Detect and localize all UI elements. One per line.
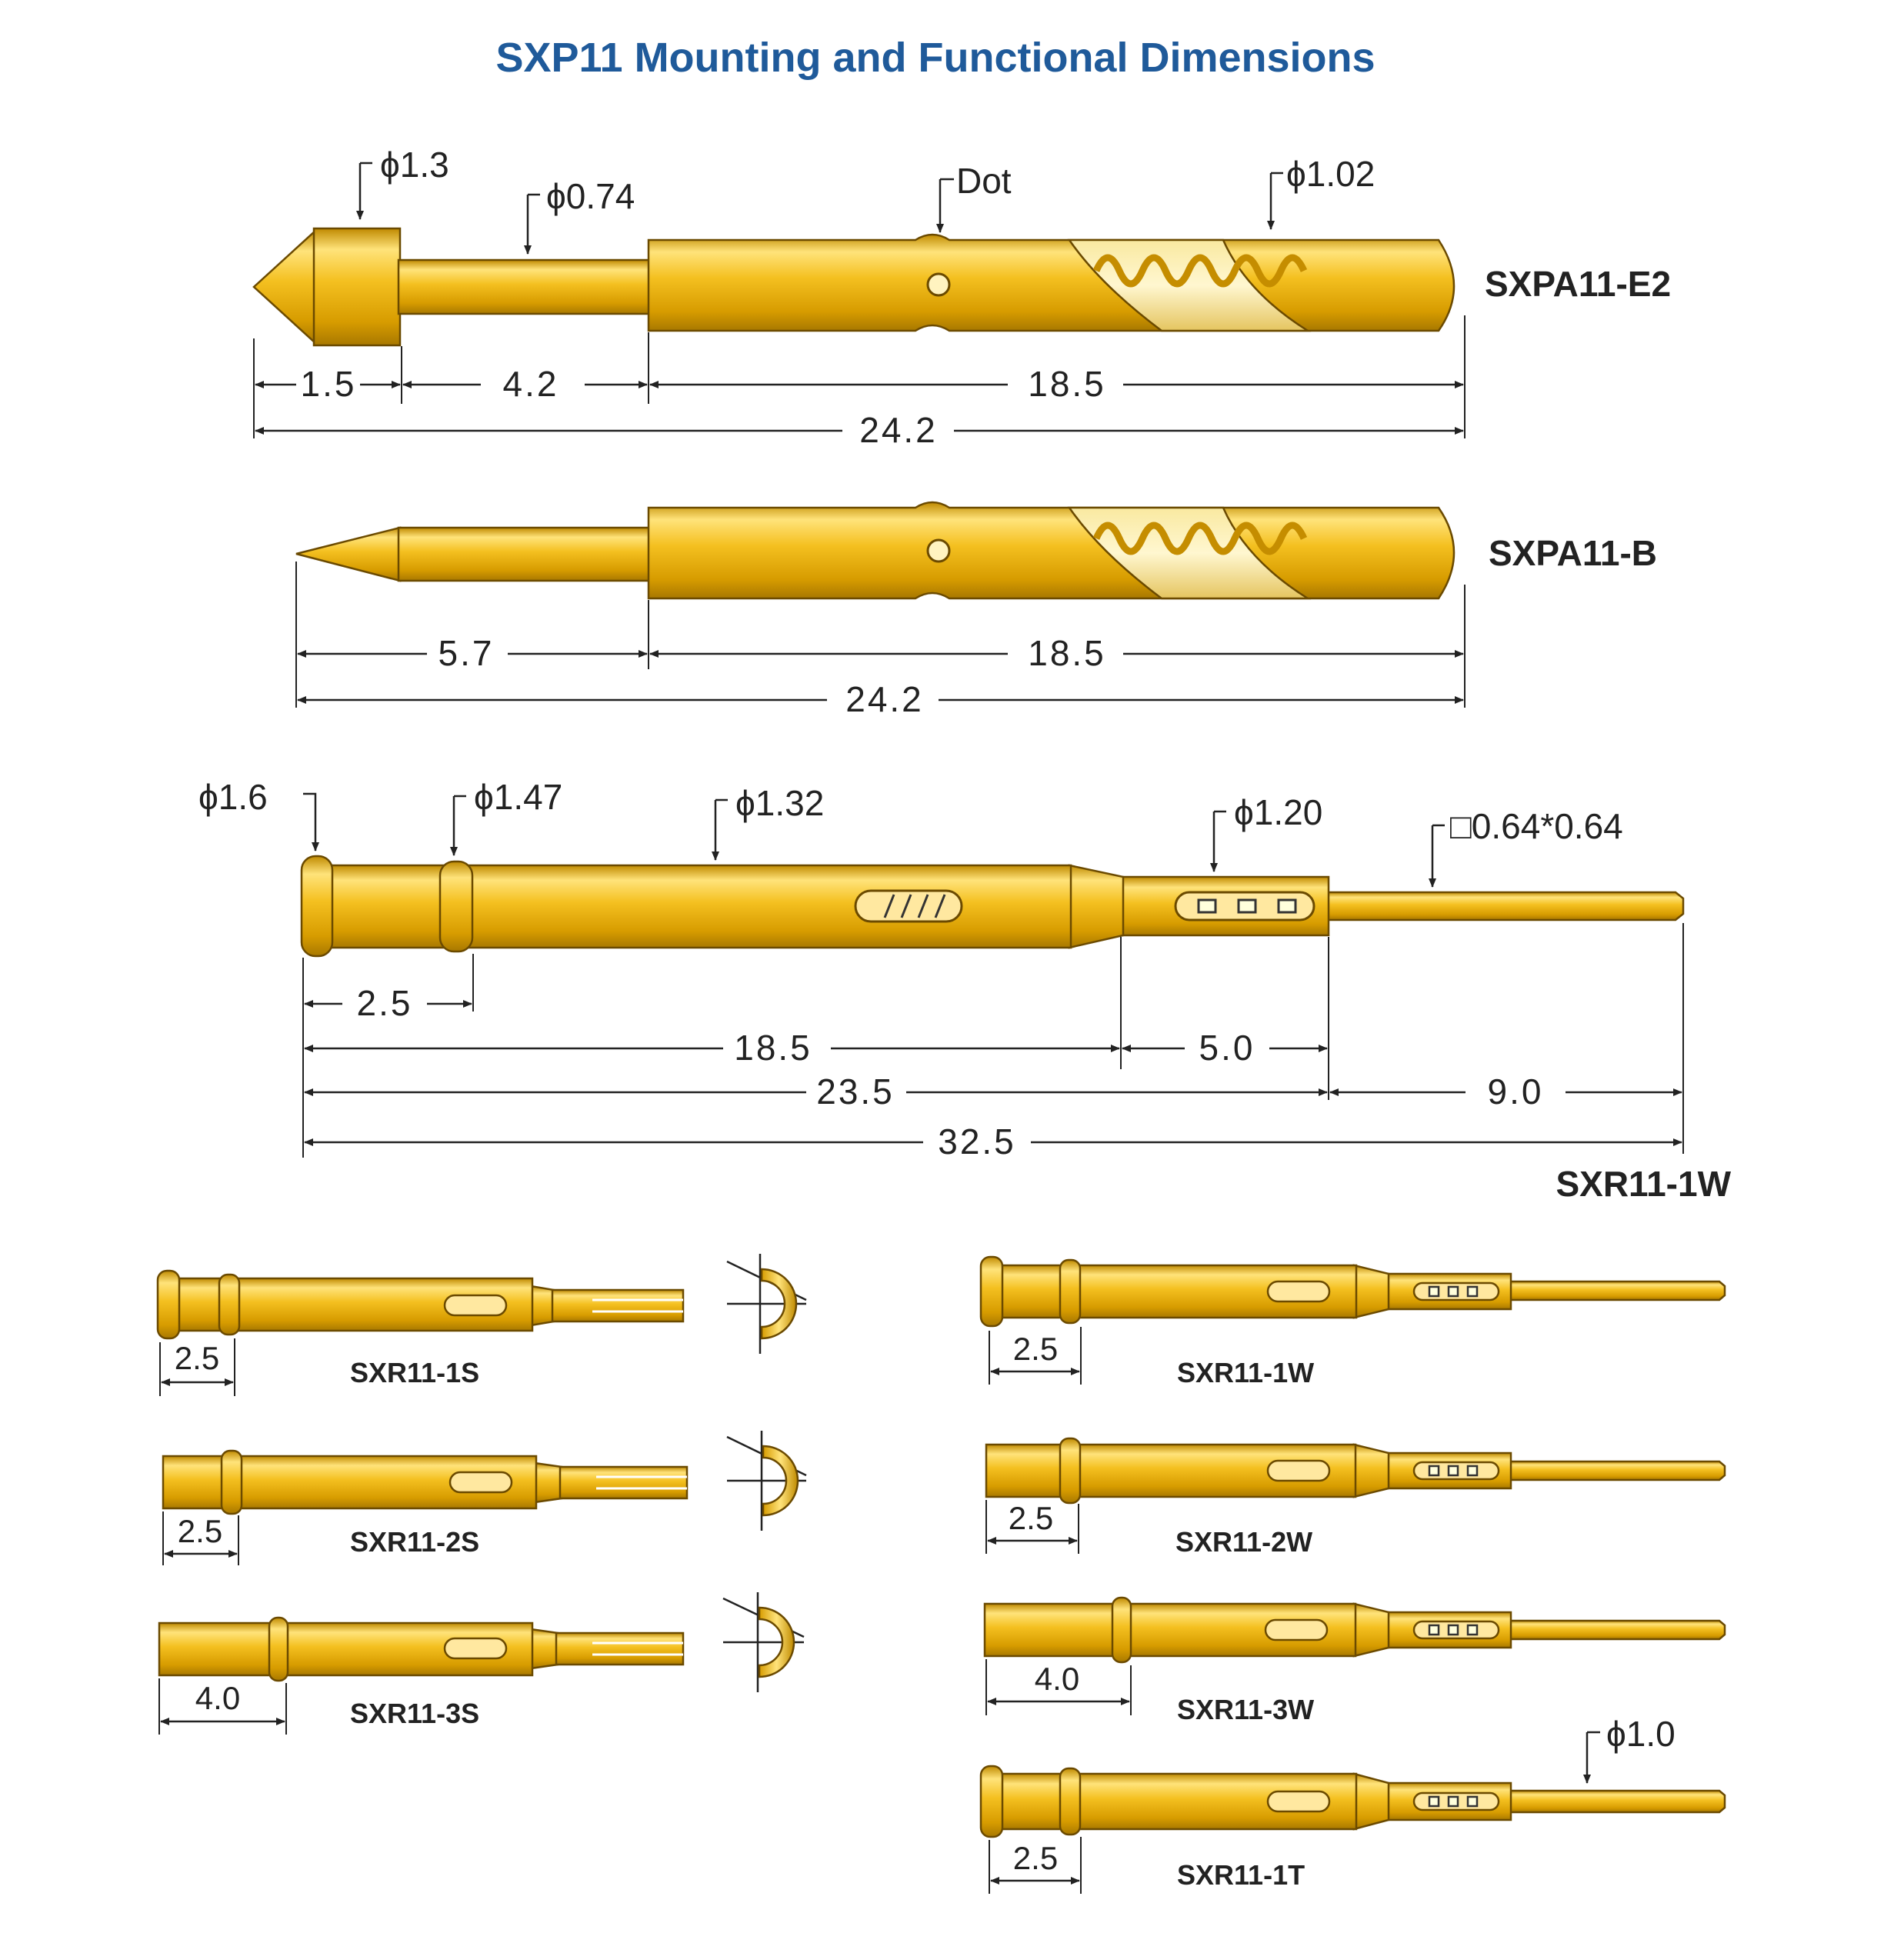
- probe-b-dot: [928, 540, 949, 562]
- variant-1w-ring: [1060, 1260, 1080, 1323]
- variant-3s: [159, 1618, 683, 1735]
- receptacle-1w-label: SXR11-1W: [1556, 1164, 1731, 1204]
- probe-b-barrel: [649, 502, 1454, 598]
- variant-1w-taper: [1354, 1265, 1389, 1318]
- receptacle-1w: [302, 856, 1683, 956]
- variant-1s-taper: [531, 1286, 554, 1325]
- sleeve-window-3: [1279, 900, 1295, 912]
- sleeve-window-1: [1199, 900, 1215, 912]
- variant-1s-end-view: [727, 1254, 806, 1354]
- variant-2s-end-view: [727, 1431, 806, 1531]
- receptacle-1w-dims: [303, 923, 1683, 1161]
- receptacle-1w-pin: [1327, 892, 1683, 920]
- variant-1s: [158, 1271, 683, 1396]
- probe-e2-dims: [254, 315, 1465, 450]
- probe-e2-dot: [928, 274, 949, 295]
- variant-3w-ring: [1112, 1598, 1131, 1662]
- variant-2s-dim: 2.5: [177, 1513, 223, 1549]
- dim-b-barrel: 18.5: [1028, 633, 1106, 673]
- dim-1w-sleeve: 5.0: [1199, 1028, 1255, 1068]
- variant-1t: [981, 1714, 1725, 1894]
- variant-3w-vent: [1265, 1620, 1327, 1640]
- variant-1t-callout: ϕ1.0: [1606, 1714, 1676, 1754]
- variant-1w-rim: [981, 1257, 1002, 1326]
- probe-b-label: SXPA11-B: [1489, 533, 1658, 573]
- callout-head-dia: ϕ1.3: [380, 145, 449, 185]
- variant-2w-taper: [1354, 1445, 1389, 1497]
- variant-3s-label: SXR11-3S: [350, 1698, 480, 1729]
- variant-1t-label: SXR11-1T: [1177, 1859, 1305, 1891]
- variant-3s-ring: [269, 1618, 288, 1681]
- variant-2s-ring: [222, 1451, 242, 1514]
- dim-1w-ring-offset: 2.5: [356, 983, 413, 1023]
- variant-1s-ring: [219, 1275, 239, 1335]
- variant-2w-label: SXR11-2W: [1175, 1526, 1313, 1558]
- probe-e2-head: [314, 228, 400, 345]
- variant-3w-taper: [1354, 1604, 1389, 1656]
- dim-1w-subtotal: 23.5: [816, 1071, 895, 1111]
- variant-3s-sleeve: [556, 1633, 683, 1665]
- variant-1t-dim: 2.5: [1012, 1840, 1059, 1876]
- receptacle-1w-taper: [1069, 865, 1123, 948]
- variant-3w-label: SXR11-3W: [1177, 1694, 1315, 1725]
- variant-2w-vent: [1268, 1461, 1329, 1481]
- dim-e2-tip: 1.5: [300, 364, 357, 404]
- variant-1s-sleeve: [552, 1290, 683, 1321]
- callout-plunger-dia: ϕ0.74: [546, 176, 635, 216]
- variant-2w-dim: 2.5: [1008, 1500, 1054, 1536]
- probe-e2-plunger: [398, 260, 652, 314]
- dim-1w-pin: 9.0: [1487, 1071, 1544, 1111]
- probe-e2-tip: [254, 231, 315, 343]
- callout-body-dia: ϕ1.32: [735, 783, 825, 823]
- probe-b-tip: [296, 528, 400, 581]
- variant-1w-label: SXR11-1W: [1177, 1357, 1315, 1388]
- variant-1t-rim: [981, 1766, 1002, 1837]
- receptacle-1w-body-vent: [855, 891, 962, 922]
- variant-1t-ring: [1060, 1768, 1080, 1835]
- probe-b-plunger: [398, 528, 652, 581]
- probe-b: [296, 502, 1454, 598]
- variant-1s-dim: 2.5: [174, 1340, 220, 1376]
- variant-1w-vent: [1268, 1281, 1329, 1301]
- variant-2s-sleeve: [560, 1467, 687, 1498]
- variant-2w-ring: [1060, 1438, 1080, 1503]
- variant-3s-dim: 4.0: [195, 1680, 241, 1716]
- variant-1w-dim: 2.5: [1012, 1331, 1059, 1367]
- variant-1s-label: SXR11-1S: [350, 1357, 480, 1388]
- receptacle-1w-ring: [440, 862, 472, 952]
- variant-3w-dim: 4.0: [1034, 1661, 1080, 1697]
- variant-1t-vent: [1268, 1791, 1329, 1811]
- probe-e2-label: SXPA11-E2: [1485, 264, 1672, 304]
- variant-2s-taper: [535, 1463, 562, 1502]
- variant-2s-label: SXR11-2S: [350, 1526, 480, 1558]
- variant-3s-end-view: [723, 1592, 804, 1692]
- dim-e2-total: 24.2: [859, 410, 938, 450]
- callout-barrel-dia: ϕ1.02: [1286, 154, 1375, 194]
- variant-1t-taper: [1354, 1774, 1389, 1829]
- variant-2w: [986, 1438, 1725, 1558]
- callout-rim-dia: ϕ1.6: [198, 777, 268, 817]
- probe-e2: [254, 228, 1454, 345]
- dim-e2-barrel: 18.5: [1028, 364, 1106, 404]
- sleeve-window-2: [1239, 900, 1255, 912]
- variant-2s-vent: [450, 1472, 512, 1492]
- callout-pin-square: □0.64*0.64: [1450, 806, 1623, 846]
- variant-3w-pin: [1509, 1621, 1725, 1639]
- receptacle-1w-rim: [302, 856, 332, 956]
- variant-3s-vent: [445, 1638, 506, 1658]
- variant-1w: [981, 1257, 1725, 1388]
- dim-1w-body: 18.5: [734, 1028, 812, 1068]
- variant-1s-rim: [158, 1271, 179, 1338]
- variant-1w-pin: [1509, 1281, 1725, 1300]
- variant-3w: [985, 1598, 1725, 1725]
- variant-1s-vent: [445, 1295, 506, 1315]
- callout-sleeve-dia: ϕ1.20: [1234, 792, 1323, 832]
- probe-e2-callouts: [360, 145, 1375, 254]
- variant-3s-taper: [531, 1629, 558, 1668]
- callout-dot: Dot: [956, 161, 1012, 201]
- probe-e2-barrel: [649, 235, 1454, 331]
- page-title: SXP11 Mounting and Functional Dimensions: [495, 35, 1375, 81]
- dim-e2-plunger: 4.2: [502, 364, 559, 404]
- variant-2s: [163, 1451, 687, 1565]
- dim-1w-total: 32.5: [938, 1121, 1016, 1161]
- dim-b-plunger: 5.7: [438, 633, 495, 673]
- variant-2w-pin: [1509, 1461, 1725, 1480]
- callout-ring-dia: ϕ1.47: [474, 777, 563, 817]
- dim-b-total: 24.2: [845, 679, 924, 719]
- variant-1t-pin: [1509, 1791, 1725, 1812]
